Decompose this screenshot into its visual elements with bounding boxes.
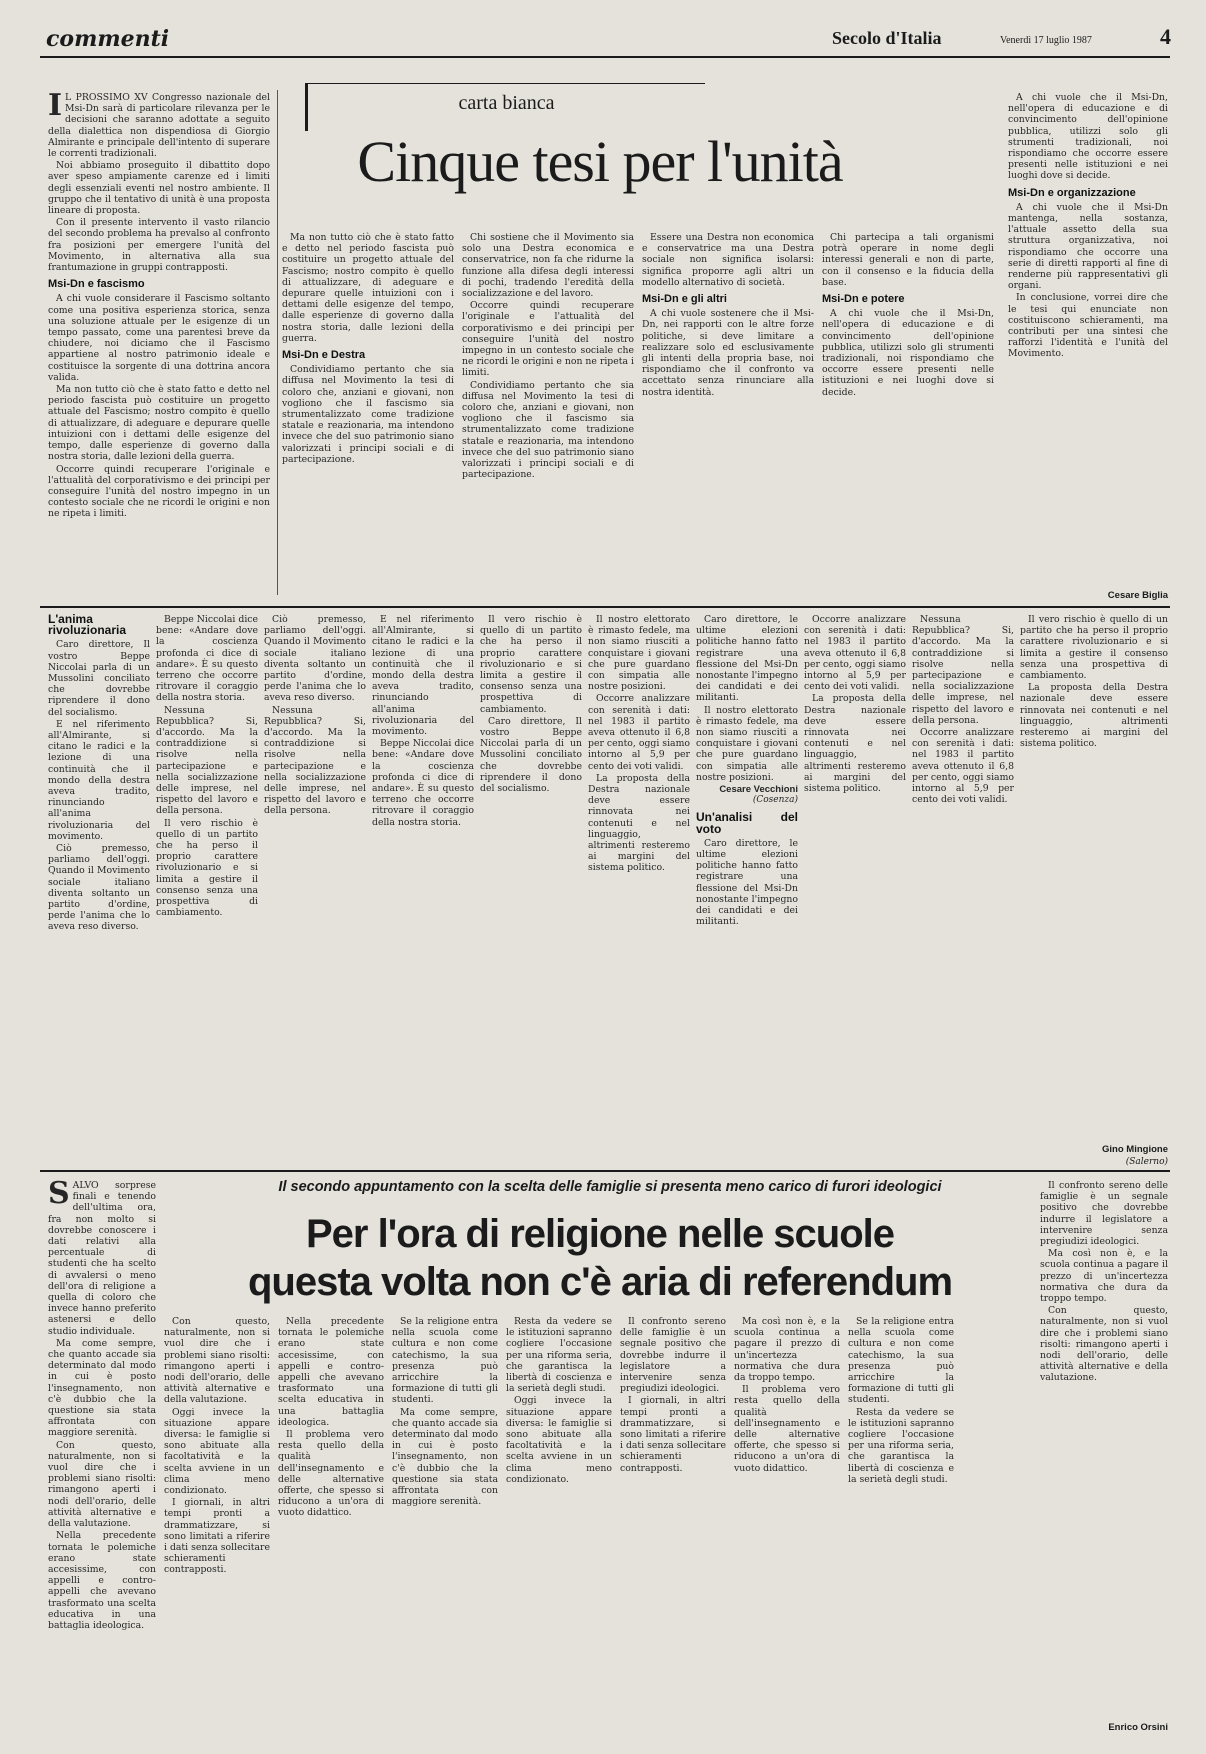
article1-column-3: [462, 232, 634, 602]
article2-column-2: [164, 1316, 270, 1740]
article-paragraph: I giornali, in altri tempi pronti a drammatizzare, si sono limitati a riferire i dati senza sollecitare schieramenti contrapposti.: [620, 1395, 726, 1474]
letter-place: (Cosenza): [752, 795, 798, 806]
letter1-column-2: [156, 614, 258, 1154]
carta-bianca-box: [305, 83, 705, 131]
letter-column-8: [912, 614, 1014, 1154]
article2-column-7: [734, 1316, 840, 1740]
letter-heading: Un'analisi del voto: [696, 810, 798, 836]
newspaper-name: Secolo d'Italia: [832, 28, 942, 48]
letter-column-7: [804, 614, 906, 1154]
article-paragraph: Con questo, naturalmente, non si vuol dire che i problemi siano risolti: rimangono aperti i nodi dell'orario, delle attività alternative e della valutazione.: [164, 1316, 270, 1406]
letter-signature: Cesare Vecchioni: [719, 784, 798, 796]
article2-column-3: [278, 1316, 384, 1740]
section-paragraph: A chi vuole che il Msi-Dn, nell'opera di educazione e di convincimento dell'opinione pubblica, utilizzi solo gli strumenti tradizionali, noi rispondiamo che occorre essere presenti nelle istituzioni e nei luoghi dove si decide.: [822, 308, 994, 398]
section-paragraph: A chi vuole che il Msi-Dn, nell'opera di educazione e di convincimento dell'opinione pubblica, utilizzi solo gli strumenti tradizionali, noi rispondiamo che occorre essere presenti nelle istituzioni e nei luoghi dove si decide.: [1008, 92, 1168, 182]
letter-paragraph: Nessuna Repubblica? Si, d'accordo. Ma la contraddizione si risolve nella partecipazione e nella socializzazione delle imprese, nel rispetto del lavoro e della persona.: [264, 704, 366, 817]
letter1-column-1: [48, 614, 150, 1154]
letter-paragraph: Nessuna Repubblica? Si, d'accordo. Ma la contraddizione si risolve nella partecipazione e nella socializzazione delle imprese, nel rispetto del lavoro e della persona.: [156, 704, 258, 817]
page-number: 4: [1160, 24, 1171, 49]
article2-column-9: [1040, 1180, 1168, 1720]
letter-place: (Salerno): [1125, 1157, 1168, 1167]
letter-column-9: [1020, 614, 1168, 1144]
section-paragraph: Chi sostiene che il Movimento sia solo una Destra economica e conservatrice, non fa che ridurne la funzione alla difesa degli interessi di pochi, tradendo l'eredità della socializzazione e del lavoro.: [462, 232, 634, 300]
section-heading: Msi-Dn e gli altri: [642, 293, 727, 306]
article-paragraph: Con questo, naturalmente, non si vuol dire che i problemi siano risolti: rimangono aperti i nodi dell'orario, delle attività alternative e della valutazione.: [48, 1439, 156, 1530]
section-paragraph: In conclusione, vorrei dire che le tesi qui enunciate non costituiscono schieramenti, ma contributi per una sintesi che rafforzi l'identità e l'unità del Movimento.: [1008, 292, 1168, 360]
section-paragraph: Condividiamo pertanto che sia diffusa nel Movimento la tesi di coloro che, anziani e giovani, non vogliono che il fascismo sia strumentalizzato come tradizione statale e reazionaria, ma intendono invece che del suo patrimonio siano valorizzati i principi sociali e di partecipazione.: [282, 364, 454, 465]
letter-paragraph: Caro direttore, le ultime elezioni politiche hanno fatto registrare una flessione del Msi-Dn nonostante l'impegno dei candidati e dei militanti.: [696, 837, 798, 928]
article-paragraph: Se la religione entra nella scuola come cultura e non come catechismo, la sua presenza può arricchire la formazione di tutti gli studenti.: [848, 1316, 954, 1406]
intro-paragraph: Noi abbiamo proseguito il dibattito dopo aver speso ampiamente carenze ed i limiti degli essenziali eventi nel nostro ambiente. Il gruppo che il tentativo di unità è una proposta lineare di proposta.: [48, 160, 270, 217]
article-paragraph: Il problema vero resta quello della qualità dell'insegnamento e delle alternative offerte, che spesso si riducono a un'ora di vuoto didattico.: [278, 1429, 384, 1519]
article2-signature: Enrico Orsini: [1108, 1722, 1168, 1733]
letter-paragraph: La proposta della Destra nazionale deve essere rinnovata nei contenuti e nel linguaggio, altrimenti resteremo ai margini del sistema politico.: [1020, 682, 1168, 750]
section-paragraph: Ma non tutto ciò che è stato fatto e detto nel periodo fascista può costituire un progetto attuale del Fascismo; nostro compito è quello di attualizzare, di adeguare e depurare quelle intuizioni con i dettami delle esigenze del tempo, dalle esperienze di governo dalla nostra storia, dalle lezioni della guerra.: [48, 384, 270, 463]
letter-heading: L'anima rivoluzionaria: [48, 614, 127, 638]
letter1-column-4: [372, 614, 474, 1154]
letter-paragraph: Nessuna Repubblica? Si, d'accordo. Ma la contraddizione si risolve nella partecipazione e nella socializzazione delle imprese, nel rispetto del lavoro e della persona.: [912, 614, 1014, 726]
section-label: commenti: [46, 26, 170, 52]
letter1-column-5: [480, 614, 582, 1154]
article2-title-line2: questa volta non c'è aria di referendum: [247, 1260, 953, 1304]
letter-signature: Gino Mingione: [1102, 1144, 1168, 1155]
article-paragraph: Oggi invece la situazione appare diversa: le famiglie si sono abituate alla facoltatività e la scelta avviene in un clima meno condizionato.: [506, 1395, 612, 1485]
section-paragraph: Essere una Destra non economica e conservatrice ma una Destra sociale non significa isolarsi: significa proporre agli altri un modello alternativo di società.: [642, 232, 814, 288]
section-paragraph: Occorre quindi recuperare l'originale e l'attualità del corporativismo e dei principi per conseguire l'unità del nostro impegno in un contesto sociale che ne ricordi le origini e non ne ripeta i limiti.: [462, 300, 634, 379]
article-paragraph: Resta da vedere se le istituzioni sapranno cogliere l'occasione per una riforma seria, che garantisca la libertà di coscienza e la serietà degli studi.: [506, 1316, 612, 1395]
article1-intro-column: [48, 92, 270, 602]
article-paragraph: Ma come sempre, che quanto accade sia determinato dal modo in cui è posto l'insegnamento, non c'è dubbio che la questione sia stata affrontata con maggiore serenità.: [48, 1337, 156, 1439]
article2-kicker: Il secondo appuntamento con la scelta delle famiglie si presenta meno carico di furori ideologici: [278, 1179, 942, 1195]
letter-paragraph: Il nostro elettorato è rimasto fedele, ma non siamo riusciti a conquistare i giovani che pure guardano con simpatia alle nostre posizioni.: [588, 614, 690, 693]
article-paragraph: Ma così non è, e la scuola continua a pagare il prezzo di un'incertezza normativa che dura da troppo tempo.: [734, 1316, 840, 1384]
letter-paragraph: Il vero rischio è quello di un partito che ha perso il proprio carattere rivoluzionario e si limita a gestire il consenso senza una prospettiva di cambiamento.: [480, 614, 582, 715]
letter-paragraph: Il vero rischio è quello di un partito che ha perso il proprio carattere rivoluzionario e si limita a gestire il consenso senza una prospettiva di cambiamento.: [1020, 614, 1168, 682]
section-paragraph: A chi vuole sostenere che il Msi-Dn, nei rapporti con le altre forze politiche, si deve limitare a realizzare solo ed esclusivamente gli intenti della propria base, noi rispondiamo che il confronto va accettato senza rinunciare alla nostra identità.: [642, 308, 814, 398]
article1-column-4: [642, 232, 814, 602]
section-rule: [40, 606, 1170, 608]
article-paragraph: Ma come sempre, che quanto accade sia determinato dal modo in cui è posto l'insegnamento, non c'è dubbio che la questione sia stata affrontata con maggiore serenità.: [392, 1406, 498, 1508]
intro-paragraph: I L PROSSIMO XV Congresso nazionale del Msi-Dn sarà di particolare rilevanza per le decisioni che saranno adottate a seguito della dialettica non dispendiosa di Giorgio Almirante e principale dell'intento di superare le correnti tradizionali.: [48, 92, 270, 160]
letter-paragraph: Caro direttore, le ultime elezioni politiche hanno fatto registrare una flessione del Msi-Dn nonostante l'impegno dei candidati e dei militanti.: [696, 614, 798, 704]
letter-paragraph: Occorre analizzare con serenità i dati: nel 1983 il partito aveva ottenuto il 6,8 per cento, oggi siamo intorno al 5,9 per cento dei voti validi.: [912, 727, 1014, 806]
article-paragraph: Se la religione entra nella scuola come cultura e non come catechismo, la sua presenza può arricchire la formazione di tutti gli studenti.: [392, 1316, 498, 1406]
article1-column-5: [822, 232, 994, 602]
article-paragraph: Nella precedente tornata le polemiche erano state accesissime, con appelli e contro-appelli che avevano trasformato una scelta educativa in una battaglia ideologica.: [48, 1530, 156, 1631]
article1-column-6: [1008, 92, 1168, 587]
article2-title-line1: Per l'ora di religione nelle scuole: [305, 1212, 895, 1256]
article-paragraph: Ma così non è, e la scuola continua a pagare il prezzo di un'incertezza normativa che dura da troppo tempo.: [1040, 1248, 1168, 1305]
section-paragraph: Occorre quindi recuperare l'originale e l'attualità del corporativismo e dei principi per conseguire l'unità del nostro impegno in un contesto sociale che ne ricordi le origini e non ne ripeta i limiti.: [48, 463, 270, 520]
dropcap-letter: S: [48, 1180, 70, 1211]
article1-signature: Cesare Biglia: [1107, 590, 1168, 601]
section-heading: Msi-Dn e organizzazione: [1008, 186, 1136, 199]
letter-paragraph: Caro direttore, Il vostro Beppe Niccolai parla di un Mussolini conciliato che dovrebbe riprendere il dono del socialismo.: [48, 639, 150, 718]
article1-title: Cinque tesi per l'unità: [357, 129, 843, 194]
letter2-column-1: [588, 614, 690, 1154]
article-paragraph: Con questo, naturalmente, non si vuol dire che i problemi siano risolti: rimangono aperti i nodi dell'orario, delle attività alternative e della valutazione.: [1040, 1305, 1168, 1384]
section-paragraph: A chi vuole considerare il Fascismo soltanto come una positiva esperienza storica, senza una soluzione attuale per le esigenze di un tempo passato, come una parentesi breve da chiudere, noi diciamo che il Fascismo appartiene al nostro patrimonio ideale e costituisce la sorgente di una dottrina ancora valida.: [48, 293, 270, 383]
section-heading: Msi-Dn e Destra: [282, 349, 366, 362]
section-paragraph: Chi partecipa a tali organismi potrà operare in nome degli interessi generali e non di parte, con il consenso e la fiducia della base.: [822, 232, 994, 288]
issue-date: Venerdì 17 luglio 1987: [1000, 35, 1092, 46]
letter-paragraph: Ciò premesso, parliamo dell'oggi. Quando il Movimento sociale italiano diventa soltanto un partito d'ordine, perde l'anima che lo aveva reso diverso.: [48, 843, 150, 933]
section-paragraph: Condividiamo pertanto che sia diffusa nel Movimento la tesi di coloro che, anziani e giovani, non vogliono che il fascismo sia strumentalizzato come tradizione statale e reazionaria, ma intendono invece che del suo patrimonio siano valorizzati i principi sociali e di partecipazione.: [462, 379, 634, 481]
section-paragraph: A chi vuole che il Msi-Dn mantenga, nella sostanza, l'attuale assetto della sua struttura organizzativa, noi rispondiamo che occorre una serie di diretti rapporti al fine di renderne più rappresentativi gli organi.: [1008, 201, 1168, 292]
letter-paragraph: Il nostro elettorato è rimasto fedele, ma non siamo riusciti a conquistare i giovani che pure guardano con simpatia alle nostre posizioni.: [696, 704, 798, 783]
article-paragraph: Resta da vedere se le istituzioni sapranno cogliere l'occasione per una riforma seria, che garantisca la libertà di coscienza e la serietà degli studi.: [848, 1406, 954, 1485]
letter1-column-3: [264, 614, 366, 1154]
article2-column-8: [848, 1316, 954, 1740]
letter-paragraph: La proposta della Destra nazionale deve essere rinnovata nei contenuti e nel linguaggio, altrimenti resteremo ai margini del sistema politico.: [588, 772, 690, 874]
article2-intro-column: [48, 1180, 156, 1740]
section-rule: [40, 1170, 1170, 1172]
dropcap-letter: I: [48, 92, 63, 123]
article-paragraph: I giornali, in altri tempi pronti a drammatizzare, si sono limitati a riferire i dati senza sollecitare schieramenti contrapposti.: [164, 1497, 270, 1576]
article2-column-6: [620, 1316, 726, 1740]
section-paragraph: Ma non tutto ciò che è stato fatto e detto nel periodo fascista può costituire un progetto attuale del Fascismo; nostro compito è quello di attualizzare, di adeguare e depurare quelle intuizioni con i dettami delle esigenze del tempo, dalle esperienze di governo dalla nostra storia, dalle lezioni della guerra.: [282, 232, 454, 344]
article1-kicker: carta bianca: [458, 92, 555, 114]
letter-paragraph: Il vero rischio è quello di un partito che ha perso il proprio carattere rivoluzionario e si limita a gestire il consenso senza una prospettiva di cambiamento.: [156, 817, 258, 919]
section-heading: Msi-Dn e fascismo: [48, 278, 145, 291]
letter-paragraph: Ciò premesso, parliamo dell'oggi. Quando il Movimento sociale italiano diventa soltanto un partito d'ordine, perde l'anima che lo aveva reso diverso.: [264, 614, 366, 704]
letter-paragraph: La proposta della Destra nazionale deve essere rinnovata nei contenuti e nel linguaggio, altrimenti resteremo ai margini del sistema politico.: [804, 693, 906, 795]
letter-paragraph: E nel riferimento all'Almirante, si citano le radici e la lezione di una continuità che il mondo della destra aveva tradito, rinunciando all'anima rivoluzionaria del movimento.: [372, 614, 474, 738]
article1-column-2: [282, 232, 454, 602]
column-rule: [277, 90, 278, 595]
letter-paragraph: E nel riferimento all'Almirante, si citano le radici e la lezione di una continuità che il mondo della destra aveva tradito, rinunciando all'anima rivoluzionaria del movimento.: [48, 718, 150, 842]
letter-paragraph: Occorre analizzare con serenità i dati: nel 1983 il partito aveva ottenuto il 6,8 per cento, oggi siamo intorno al 5,9 per cento dei voti validi.: [804, 614, 906, 693]
intro-paragraph: SALVO sorprese finali e tenendo dell'ultima ora, fra non molto si dovrebbe conoscere i dati relativi alla percentuale di studenti che ha scelto di avvalersi o meno dell'ora di religione a quella di coloro che invece hanno preferito astenersi e dello studio individuale.: [48, 1180, 156, 1337]
article-paragraph: Il confronto sereno delle famiglie è un segnale positivo che dovrebbe indurre il legislatore a intervenire senza pregiudizi ideologici.: [1040, 1180, 1168, 1248]
section-heading: Msi-Dn e potere: [822, 293, 905, 306]
article-paragraph: Nella precedente tornata le polemiche erano state accesissime, con appelli e contro-appelli che avevano trasformato una scelta educativa in una battaglia ideologica.: [278, 1316, 384, 1428]
article2-column-4: [392, 1316, 498, 1740]
letter2-column-2: [696, 614, 798, 1154]
letter-paragraph: Beppe Niccolai dice bene: «Andare dove la coscienza profonda ci dice di andare». È su questo terreno che occorre ritrovare il coraggio della nostra storia.: [156, 614, 258, 704]
article2-column-5: [506, 1316, 612, 1740]
letter-paragraph: Beppe Niccolai dice bene: «Andare dove la coscienza profonda ci dice di andare». È su questo terreno che occorre ritrovare il coraggio della nostra storia.: [372, 738, 474, 828]
intro-paragraph: Con il presente intervento il vasto rilancio del secondo problema ha prevalso al confronto fra posizioni per emergere l'unità del Movimento, in alternativa alla sua frantumazione in gruppi contrapposti.: [48, 217, 270, 274]
article-paragraph: Il confronto sereno delle famiglie è un segnale positivo che dovrebbe indurre il legislatore a intervenire senza pregiudizi ideologici.: [620, 1316, 726, 1395]
letter-paragraph: Occorre analizzare con serenità i dati: nel 1983 il partito aveva ottenuto il 6,8 per cento, oggi siamo intorno al 5,9 per cento dei voti validi.: [588, 693, 690, 772]
article-paragraph: Il problema vero resta quello della qualità dell'insegnamento e delle alternative offerte, che spesso si riducono a un'ora di vuoto didattico.: [734, 1384, 840, 1474]
article-paragraph: Oggi invece la situazione appare diversa: le famiglie si sono abituate alla facoltatività e la scelta avviene in un clima meno condizionato.: [164, 1406, 270, 1497]
letter-paragraph: Caro direttore, Il vostro Beppe Niccolai parla di un Mussolini conciliato che dovrebbe riprendere il dono del socialismo.: [480, 715, 582, 795]
header-rule: [40, 56, 1170, 58]
page-header: [40, 22, 1170, 58]
